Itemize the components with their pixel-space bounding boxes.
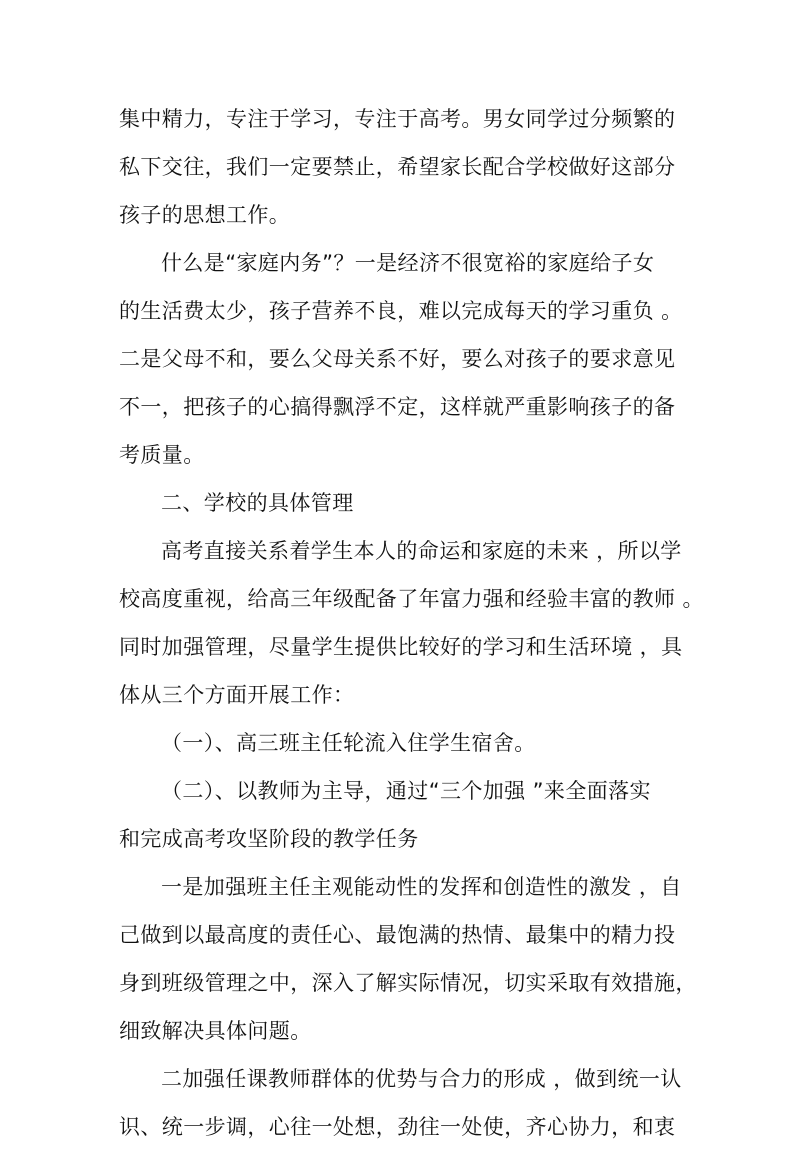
list-item: （二）、以教师为主导，通过“三个加强 ”来全面落实 (161, 779, 651, 803)
text-line: 不一，把孩子的心搞得飘浮不定，这样就严重影响孩子的备 (119, 395, 676, 419)
text-line: 一是加强班主任主观能动性的发挥和创造性的激发 ，自 (161, 875, 682, 899)
text-line: 二加强任课教师群体的优势与合力的形成 ，做到统一认 (161, 1067, 682, 1091)
text-line: 身到班级管理之中，深入了解实际情况，切实采取有效措施， (119, 971, 697, 995)
text-line: 集中精力，专注于学习，专注于高考。男女同学过分频繁的 (119, 107, 676, 131)
text-line: 孩子的思想工作。 (119, 203, 291, 227)
text-line: 和完成高考攻坚阶段的教学任务 (119, 827, 419, 851)
text-line: 什么是“家庭内务”？一是经济不很宽裕的家庭给子女 (161, 251, 655, 275)
body-text (119, 95, 704, 1151)
text-line: 己做到以最高度的责任心、最饱满的热情、最集中的精力投 (119, 923, 676, 947)
text-line: 考质量。 (119, 443, 205, 467)
list-item: （一）、高三班主任轮流入住学生宿舍。 (161, 731, 536, 755)
section-heading: 二、学校的具体管理 (161, 491, 354, 515)
text-line: 同时加强管理，尽量学生提供比较好的学习和生活环境 ，具 (119, 635, 683, 659)
text-line: 高考直接关系着学生本人的命运和家庭的未来 ，所以学 (161, 539, 682, 563)
text-line: 的生活费太少，孩子营养不良，难以完成每天的学习重负 。 (119, 299, 683, 323)
text-line: 细致解决具体问题。 (119, 1019, 312, 1043)
text-line: 私下交往，我们一定要禁止，希望家长配合学校做好这部分 (119, 155, 676, 179)
text-line: 体从三个方面开展工作： (119, 683, 355, 707)
text-line: 二是父母不和，要么父母关系不好，要么对孩子的要求意见 (119, 347, 676, 371)
text-line: 识、统一步调，心往一处想，劲往一处使，齐心协力，和衷 (119, 1115, 676, 1139)
text-line: 校高度重视，给高三年级配备了年富力强和经验丰富的教师 。 (119, 587, 704, 611)
